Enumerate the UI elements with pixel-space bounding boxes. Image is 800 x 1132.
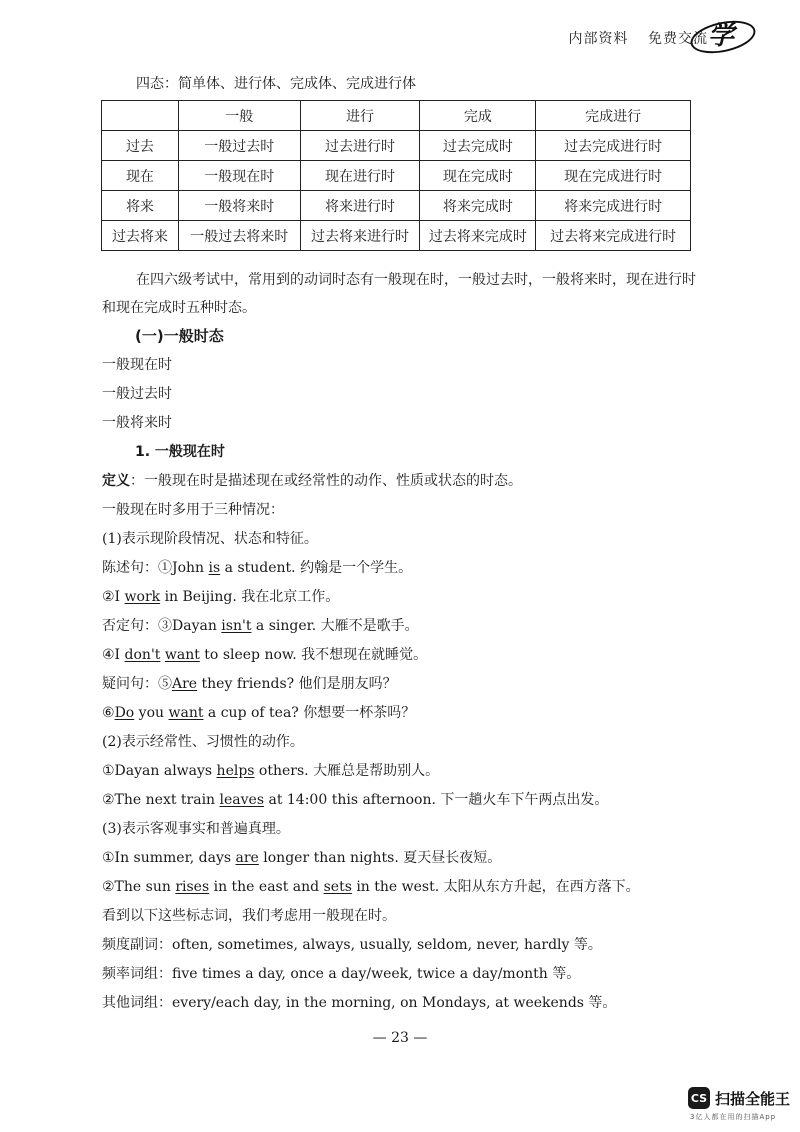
example-sentence: ②The sun rises in the east and sets in the west. 太阳从东方升起，在西方落下。 [102,879,640,895]
table-row [102,161,691,191]
table-cell: 现在完成进行时 [536,161,691,191]
case-heading: (3)表示客观事实和普遍真理。 [102,821,290,837]
scanner-watermark [688,1087,790,1109]
table-header-row [102,101,691,131]
tense-title: 四态：简单体、进行体、完成体、完成进行体 [136,76,416,92]
table-cell: 现在进行时 [300,161,420,191]
example-sentence: ②The next train leaves at 14:00 this afternoon. 下一趟火车下午两点出发。 [102,792,609,808]
scanner-name: 扫描全能王 [715,1089,791,1108]
marker-intro: 看到以下这些标志词，我们考虑用一般现在时。 [102,908,396,924]
header-label-free: 免费交流 [648,31,708,47]
example-sentence: ①In summer, days are longer than nights. 夏天昼长夜短。 [102,850,502,866]
example-sentence: ⑥Do you want a cup of tea? 你想要一杯茶吗？ [102,705,416,721]
table-cell: 将来完成时 [420,191,536,221]
example-sentence: ①Dayan always helps others. 大雁总是帮助别人。 [102,763,440,779]
example-sentence: ④I don't want to sleep now. 我不想现在就睡觉。 [102,647,428,663]
section-heading: (一)一般时态 [135,327,224,345]
example-sentence: 否定句：③Dayan isn't a singer. 大雁不是歌手。 [102,618,419,634]
table-cell: 一般过去将来时 [178,221,300,251]
table-row [102,191,691,221]
table-cell: 一般将来时 [178,191,300,221]
table-header-cell [102,101,179,131]
table-cell: 过去将来完成进行时 [536,221,691,251]
definition [102,467,702,496]
scanner-tagline: 3亿人都在用的扫描App [690,1113,777,1121]
table-header-cell: 进行 [300,101,420,131]
definition-label: 定义 [102,473,130,489]
tense-table [101,100,691,251]
page-number: — 23 — [372,1030,428,1046]
marker-line: 其他词组：every/each day, in the morning, on Mondays, at weekends 等。 [102,995,617,1011]
table-cell: 现在 [102,161,179,191]
table-header-cell: 完成进行 [536,101,691,131]
list-item: 一般将来时 [102,415,172,431]
table-cell: 一般现在时 [178,161,300,191]
table-cell: 过去完成进行时 [536,131,691,161]
table-row [102,221,691,251]
table-row [102,131,691,161]
example-sentence: 陈述句：①John is a student. 约翰是一个学生。 [102,560,413,576]
header-label-internal: 内部资料 [568,31,629,47]
usage-intro: 一般现在时多用于三种情况： [102,502,284,518]
marker-line: 频率词组：five times a day, once a day/week, twice a day/month 等。 [102,966,581,982]
list-item: 一般现在时 [102,357,172,373]
case-heading: (1)表示现阶段情况、状态和特征。 [102,531,318,547]
table-cell: 现在完成时 [420,161,536,191]
table-cell: 过去 [102,131,179,161]
main-content [102,266,702,1018]
marker-line: 频度副词：often, sometimes, always, usually, seldom, never, hardly 等。 [102,937,602,953]
table-cell: 过去将来完成时 [420,221,536,251]
camscanner-icon: CS [688,1087,710,1109]
intro-paragraph: 在四六级考试中，常用到的动词时态有一般现在时，一般过去时，一般将来时，现在进行时和现在完成时五种时态。 [102,272,696,316]
example-sentence: ②I work in Beijing. 我在北京工作。 [102,589,340,605]
table-cell: 将来完成进行时 [536,191,691,221]
table-header-cell: 完成 [420,101,536,131]
page-header [555,28,708,48]
table-cell: 将来进行时 [300,191,420,221]
table-cell: 过去将来 [102,221,179,251]
table-cell: 过去进行时 [300,131,420,161]
table-cell: 一般过去时 [178,131,300,161]
table-header-cell: 一般 [178,101,300,131]
table-cell: 将来 [102,191,179,221]
table-cell: 过去将来进行时 [300,221,420,251]
case-heading: (2)表示经常性、习惯性的动作。 [102,734,304,750]
definition-text: ：一般现在时是描述现在或经常性的动作、性质或状态的时态。 [130,473,522,489]
table-cell: 过去完成时 [420,131,536,161]
list-item: 一般过去时 [102,386,172,402]
publisher-logo: 学 [688,18,754,54]
example-sentence: 疑问句：⑤Are they friends? 他们是朋友吗？ [102,676,397,692]
sub-heading: 1. 一般现在时 [135,444,225,460]
